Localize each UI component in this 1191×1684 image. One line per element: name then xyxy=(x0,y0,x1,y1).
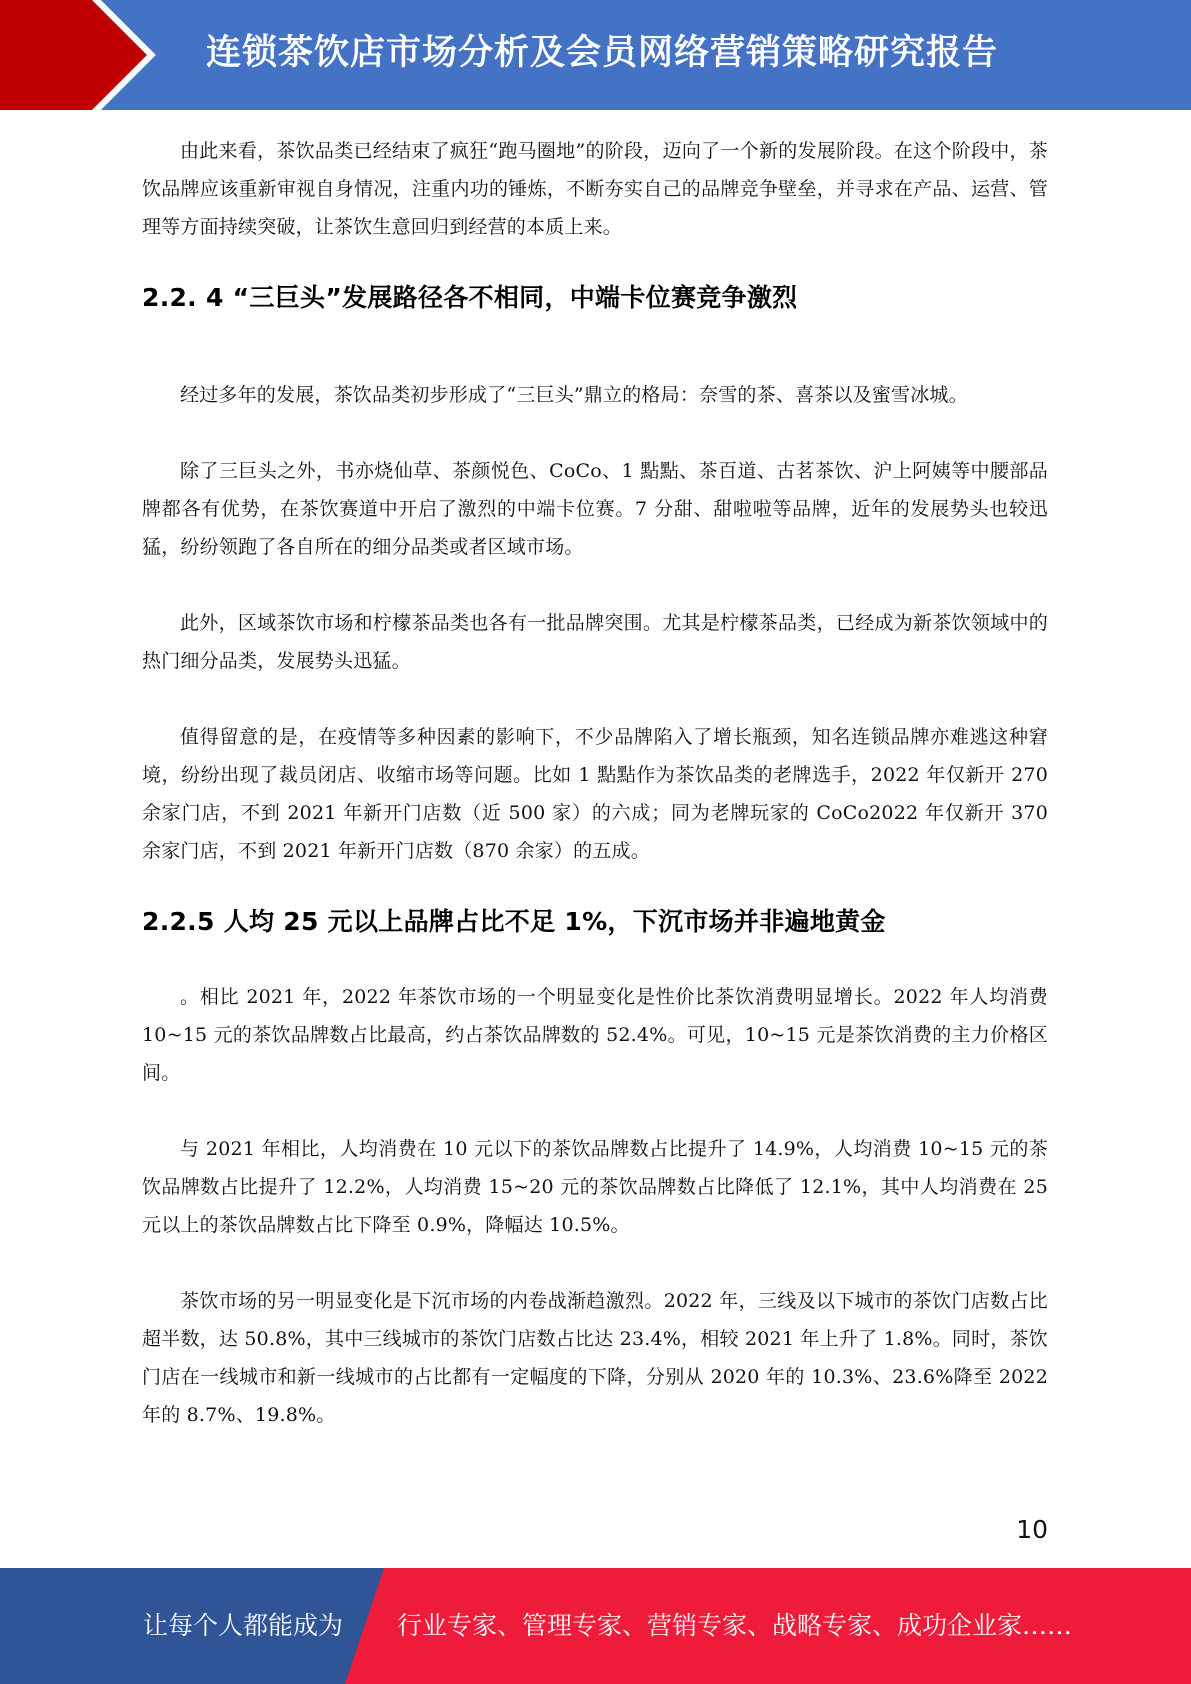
page-footer xyxy=(0,1568,1191,1684)
section-heading-2-2-4: 2.2. 4 “三巨头”发展路径各不相同，中端卡位赛竞争激烈 xyxy=(142,283,798,312)
header-arrow-decoration xyxy=(0,0,200,110)
paragraph-6: 。相比 2021 年，2022 年茶饮市场的一个明显变化是性价比茶饮消费明显增长。2022 年人均消费 10~15 元的茶饮品牌数占比最高，约占茶饮品牌数的 52.4%。可见，10~15 元是茶饮消费的主力价格区间。 xyxy=(142,986,1048,1084)
page-number: 10 xyxy=(1016,1515,1048,1544)
paragraph-4: 此外，区域茶饮市场和柠檬茶品类也各有一批品牌突围。尤其是柠檬茶品类，已经成为新茶饮领域中的热门细分品类，发展势头迅猛。 xyxy=(142,612,1048,672)
section-heading-2-2-5: 2.2.5 人均 25 元以上品牌占比不足 1%，下沉市场并非遍地黄金 xyxy=(142,907,886,936)
page-header xyxy=(0,0,1191,110)
paragraph-2: 经过多年的发展，茶饮品类初步形成了“三巨头”鼎立的格局：奈雪的茶、喜茶以及蜜雪冰城。 xyxy=(180,384,968,406)
paragraph-3: 除了三巨头之外，书亦烧仙草、茶颜悦色、CoCo、1 點點、茶百道、古茗茶饮、沪上阿姨等中腰部品牌都各有优势，在茶饮赛道中开启了激烈的中端卡位赛。7 分甜、甜啦啦等品牌，近年的发展势头也较迅猛，纷纷领跑了各自所在的细分品类或者区域市场。 xyxy=(142,460,1048,558)
paragraph-7: 与 2021 年相比，人均消费在 10 元以下的茶饮品牌数占比提升了 14.9%，人均消费 10~15 元的茶饮品牌数占比提升了 12.2%，人均消费 15~20 元的茶饮品牌数占比降低了 12.1%，其中人均消费在 25 元以上的茶饮品牌数占比下降至 0.9%，降幅达 10.5%。 xyxy=(142,1138,1048,1236)
document-title: 连锁茶饮店市场分析及会员网络营销策略研究报告 xyxy=(206,33,999,73)
footer-slogan-right: 行业专家、管理专家、营销专家、战略专家、成功企业家…… xyxy=(397,1611,1073,1640)
paragraph-8: 茶饮市场的另一明显变化是下沉市场的内卷战渐趋激烈。2022 年，三线及以下城市的茶饮门店数占比超半数，达 50.8%，其中三线城市的茶饮门店数占比达 23.4%，相较 2021 年上升了 1.8%。同时，茶饮门店在一线城市和新一线城市的占比都有一定幅度的下降，分别从 2020 年的 10.3%、23.6%降至 2022 年的 8.7%、19.8%。 xyxy=(142,1290,1048,1426)
paragraph-5: 值得留意的是，在疫情等多种因素的影响下，不少品牌陷入了增长瓶颈，知名连锁品牌亦难逃这种窘境，纷纷出现了裁员闭店、收缩市场等问题。比如 1 點點作为茶饮品类的老牌选手，2022 年仅新开 270 余家门店，不到 2021 年新开门店数（近 500 家）的六成；同为老牌玩家的 CoCo2022 年仅新开 370 余家门店，不到 2021 年新开门店数（870 余家）的五成。 xyxy=(142,726,1048,862)
footer-slogan-left: 让每个人都能成为 xyxy=(143,1611,344,1640)
paragraph-1: 由此来看，茶饮品类已经结束了疯狂“跑马圈地”的阶段，迈向了一个新的发展阶段。在这个阶段中，茶饮品牌应该重新审视自身情况，注重内功的锤炼，不断夯实自己的品牌竞争壁垒，并寻求在产品、运营、管理等方面持续突破，让茶饮生意回归到经营的本质上来。 xyxy=(142,140,1048,238)
page-content xyxy=(142,132,1048,1434)
